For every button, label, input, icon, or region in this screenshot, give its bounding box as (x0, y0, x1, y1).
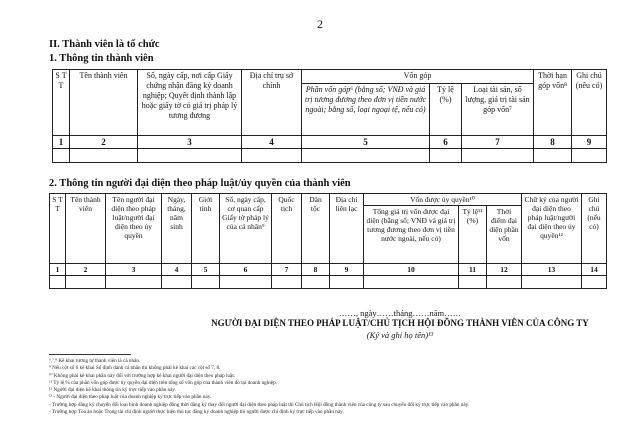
header-note: Ghi chú (nếu có) (582, 194, 607, 264)
header-signature: Chữ ký của người đại diện theo pháp luật/người đại diện theo ủy quyền¹² (522, 194, 582, 264)
empty-cell[interactable] (50, 276, 66, 289)
footnote-divider (49, 354, 131, 355)
member-info-table (52, 69, 607, 163)
signature-date-line: ……, ngày……tháng……năm…… (338, 308, 462, 318)
empty-cell[interactable] (70, 149, 138, 163)
column-number: 14 (582, 264, 607, 276)
column-number: 7 (272, 264, 302, 276)
empty-cell[interactable] (572, 149, 607, 163)
header-contact-address: Địa chỉ liên lạc (330, 194, 364, 264)
empty-cell[interactable] (462, 149, 534, 163)
column-number: 4 (242, 136, 302, 149)
header-nationality: Quốc tịch (272, 194, 302, 264)
header-stt: S T T (50, 194, 66, 264)
empty-cell[interactable] (242, 149, 302, 163)
empty-cell[interactable] (459, 276, 487, 289)
header-capital-share: Phần vốn góp⁶ (bằng số; VNĐ và giá trị tương đương theo đơn vị tiền nước ngoài; bằng số, loại ngoại tệ, nếu có) (302, 84, 430, 136)
footnotes (49, 358, 629, 416)
column-number: 4 (162, 264, 192, 276)
header-ethnicity: Dân tộc (302, 194, 330, 264)
column-number: 5 (302, 136, 430, 149)
empty-cell[interactable] (534, 149, 572, 163)
column-number: 11 (459, 264, 487, 276)
column-number: 3 (138, 136, 242, 149)
header-capital: Vốn góp (302, 70, 534, 84)
header-ratio: Tỷ lệ (%) (430, 84, 462, 136)
column-number: 7 (462, 136, 534, 149)
empty-cell[interactable] (220, 276, 272, 289)
header-head-office: Địa chỉ trụ sở chính (242, 70, 302, 136)
representative-table (49, 193, 607, 289)
footnote: ⁹ Nếu cột số 6 kê khai Số định danh cá nhân thì không phải kê khai các cột số 7, 8. (49, 365, 221, 372)
empty-cell[interactable] (106, 276, 162, 289)
footnote: ¹² Người đại diện kê khai thông tin ký trực tiếp vào phần này. (49, 387, 176, 394)
column-number: 5 (192, 264, 220, 276)
empty-cell[interactable] (162, 276, 192, 289)
empty-cell[interactable] (487, 276, 522, 289)
empty-cell[interactable] (138, 149, 242, 163)
column-number: 2 (70, 136, 138, 149)
header-id-document: Số, ngày cấp, cơ quan cấp Giấy tờ pháp lý của cá nhân⁹ (220, 194, 272, 264)
empty-cell[interactable] (364, 276, 459, 289)
empty-cell[interactable] (330, 276, 364, 289)
column-number: 10 (364, 264, 459, 276)
footnote: - Trường hợp đăng ký chuyển đổi loại hình doanh nghiệp đồng thời đăng ký thay đổi người đại diện theo pháp luật thì Chủ tịch Hội đồng thành viên của công ty sau chuyển đổi ký trực tiếp vào phần này. (49, 401, 470, 408)
empty-cell[interactable] (192, 276, 220, 289)
header-note: Ghi chú (nếu có) (572, 70, 607, 136)
signature-title: NGƯỜI ĐẠI DIỆN THEO PHÁP LUẬT/CHỦ TỊCH HỘI ĐỒNG THÀNH VIÊN CỦA CÔNG TY (211, 318, 589, 328)
subheading-member-info: 1. Thông tin thành viên (49, 53, 154, 64)
column-number: 8 (302, 264, 330, 276)
signature-instruction: (Ký và ghi họ tên)¹³ (366, 330, 434, 340)
column-number: 8 (534, 136, 572, 149)
footnote: ¹³ - Người đại diện theo pháp luật của doanh nghiệp ký trực tiếp vào phần này. (49, 394, 212, 401)
header-gender: Giới tính (192, 194, 220, 264)
column-number: 1 (53, 136, 70, 149)
column-number: 6 (430, 136, 462, 149)
column-number: 1 (50, 264, 66, 276)
header-asset: Loại tài sản, số lượng, giá trị tài sản góp vốn⁷ (462, 84, 534, 136)
header-representation-time: Thời điểm đại diện phần vốn (487, 206, 522, 264)
column-number: 12 (487, 264, 522, 276)
header-stt: S T T (53, 70, 70, 136)
header-date-of-birth: Ngày, tháng, năm sinh (162, 194, 192, 264)
header-member-name: Tên thành viên (70, 70, 138, 136)
header-member-name: Tên thành viên (66, 194, 106, 264)
subheading-representative-info: 2. Thông tin người đại diện theo pháp luật/ủy quyền của thành viên (49, 178, 351, 189)
column-number: 9 (330, 264, 364, 276)
header-total-value: Tổng giá trị vốn được đại diện (bằng số; VNĐ và giá trị tương đương theo đơn vị tiền nước ngoài, nếu có) (364, 206, 459, 264)
footnote: ⁶,⁷,⁸ Kê khai tương tự thành viên là cá nhân. (49, 358, 141, 364)
empty-cell[interactable] (302, 149, 430, 163)
column-number: 9 (572, 136, 607, 149)
header-deadline: Thời hạn góp vốn⁸ (534, 70, 572, 136)
page-number: 2 (317, 17, 323, 31)
empty-cell[interactable] (53, 149, 70, 163)
footnote: ¹¹ Tỷ lệ % của phần vốn góp được ủy quyền đại diện trên tổng số vốn góp của thành viên đó tại doanh nghiệp. (49, 379, 277, 386)
empty-cell[interactable] (582, 276, 607, 289)
empty-cell[interactable] (302, 276, 330, 289)
footnote: ¹⁰ Không phải kê khai phần này đối với trường hợp kê khai người đại diện theo pháp luật. (49, 372, 236, 379)
column-number: 13 (522, 264, 582, 276)
empty-cell[interactable] (522, 276, 582, 289)
empty-cell[interactable] (272, 276, 302, 289)
header-ratio: Tỷ lệ¹¹ (%) (459, 206, 487, 264)
column-number: 3 (106, 264, 162, 276)
empty-cell[interactable] (430, 149, 462, 163)
column-number: 2 (66, 264, 106, 276)
header-entrusted-capital: Vốn được ủy quyền¹⁰ (364, 194, 522, 206)
footnote: - Trường hợp Tòa án hoặc Trọng tài chỉ định người thực hiện thủ tục đăng ký doanh nghiệp thì người được chỉ định ký trực tiếp vào phần này. (49, 409, 344, 416)
header-representative-name: Tên người đại diện theo pháp luật/người đại diện theo ủy quyền (106, 194, 162, 264)
empty-cell[interactable] (66, 276, 106, 289)
header-registration-doc: Số, ngày cấp, nơi cấp Giấy chứng nhận đăng ký doanh nghiệp; Quyết định thành lập hoặc giấy tờ có giá trị pháp lý tương đương (138, 70, 242, 136)
column-number: 6 (220, 264, 272, 276)
section-heading: II. Thành viên là tổ chức (49, 39, 160, 50)
